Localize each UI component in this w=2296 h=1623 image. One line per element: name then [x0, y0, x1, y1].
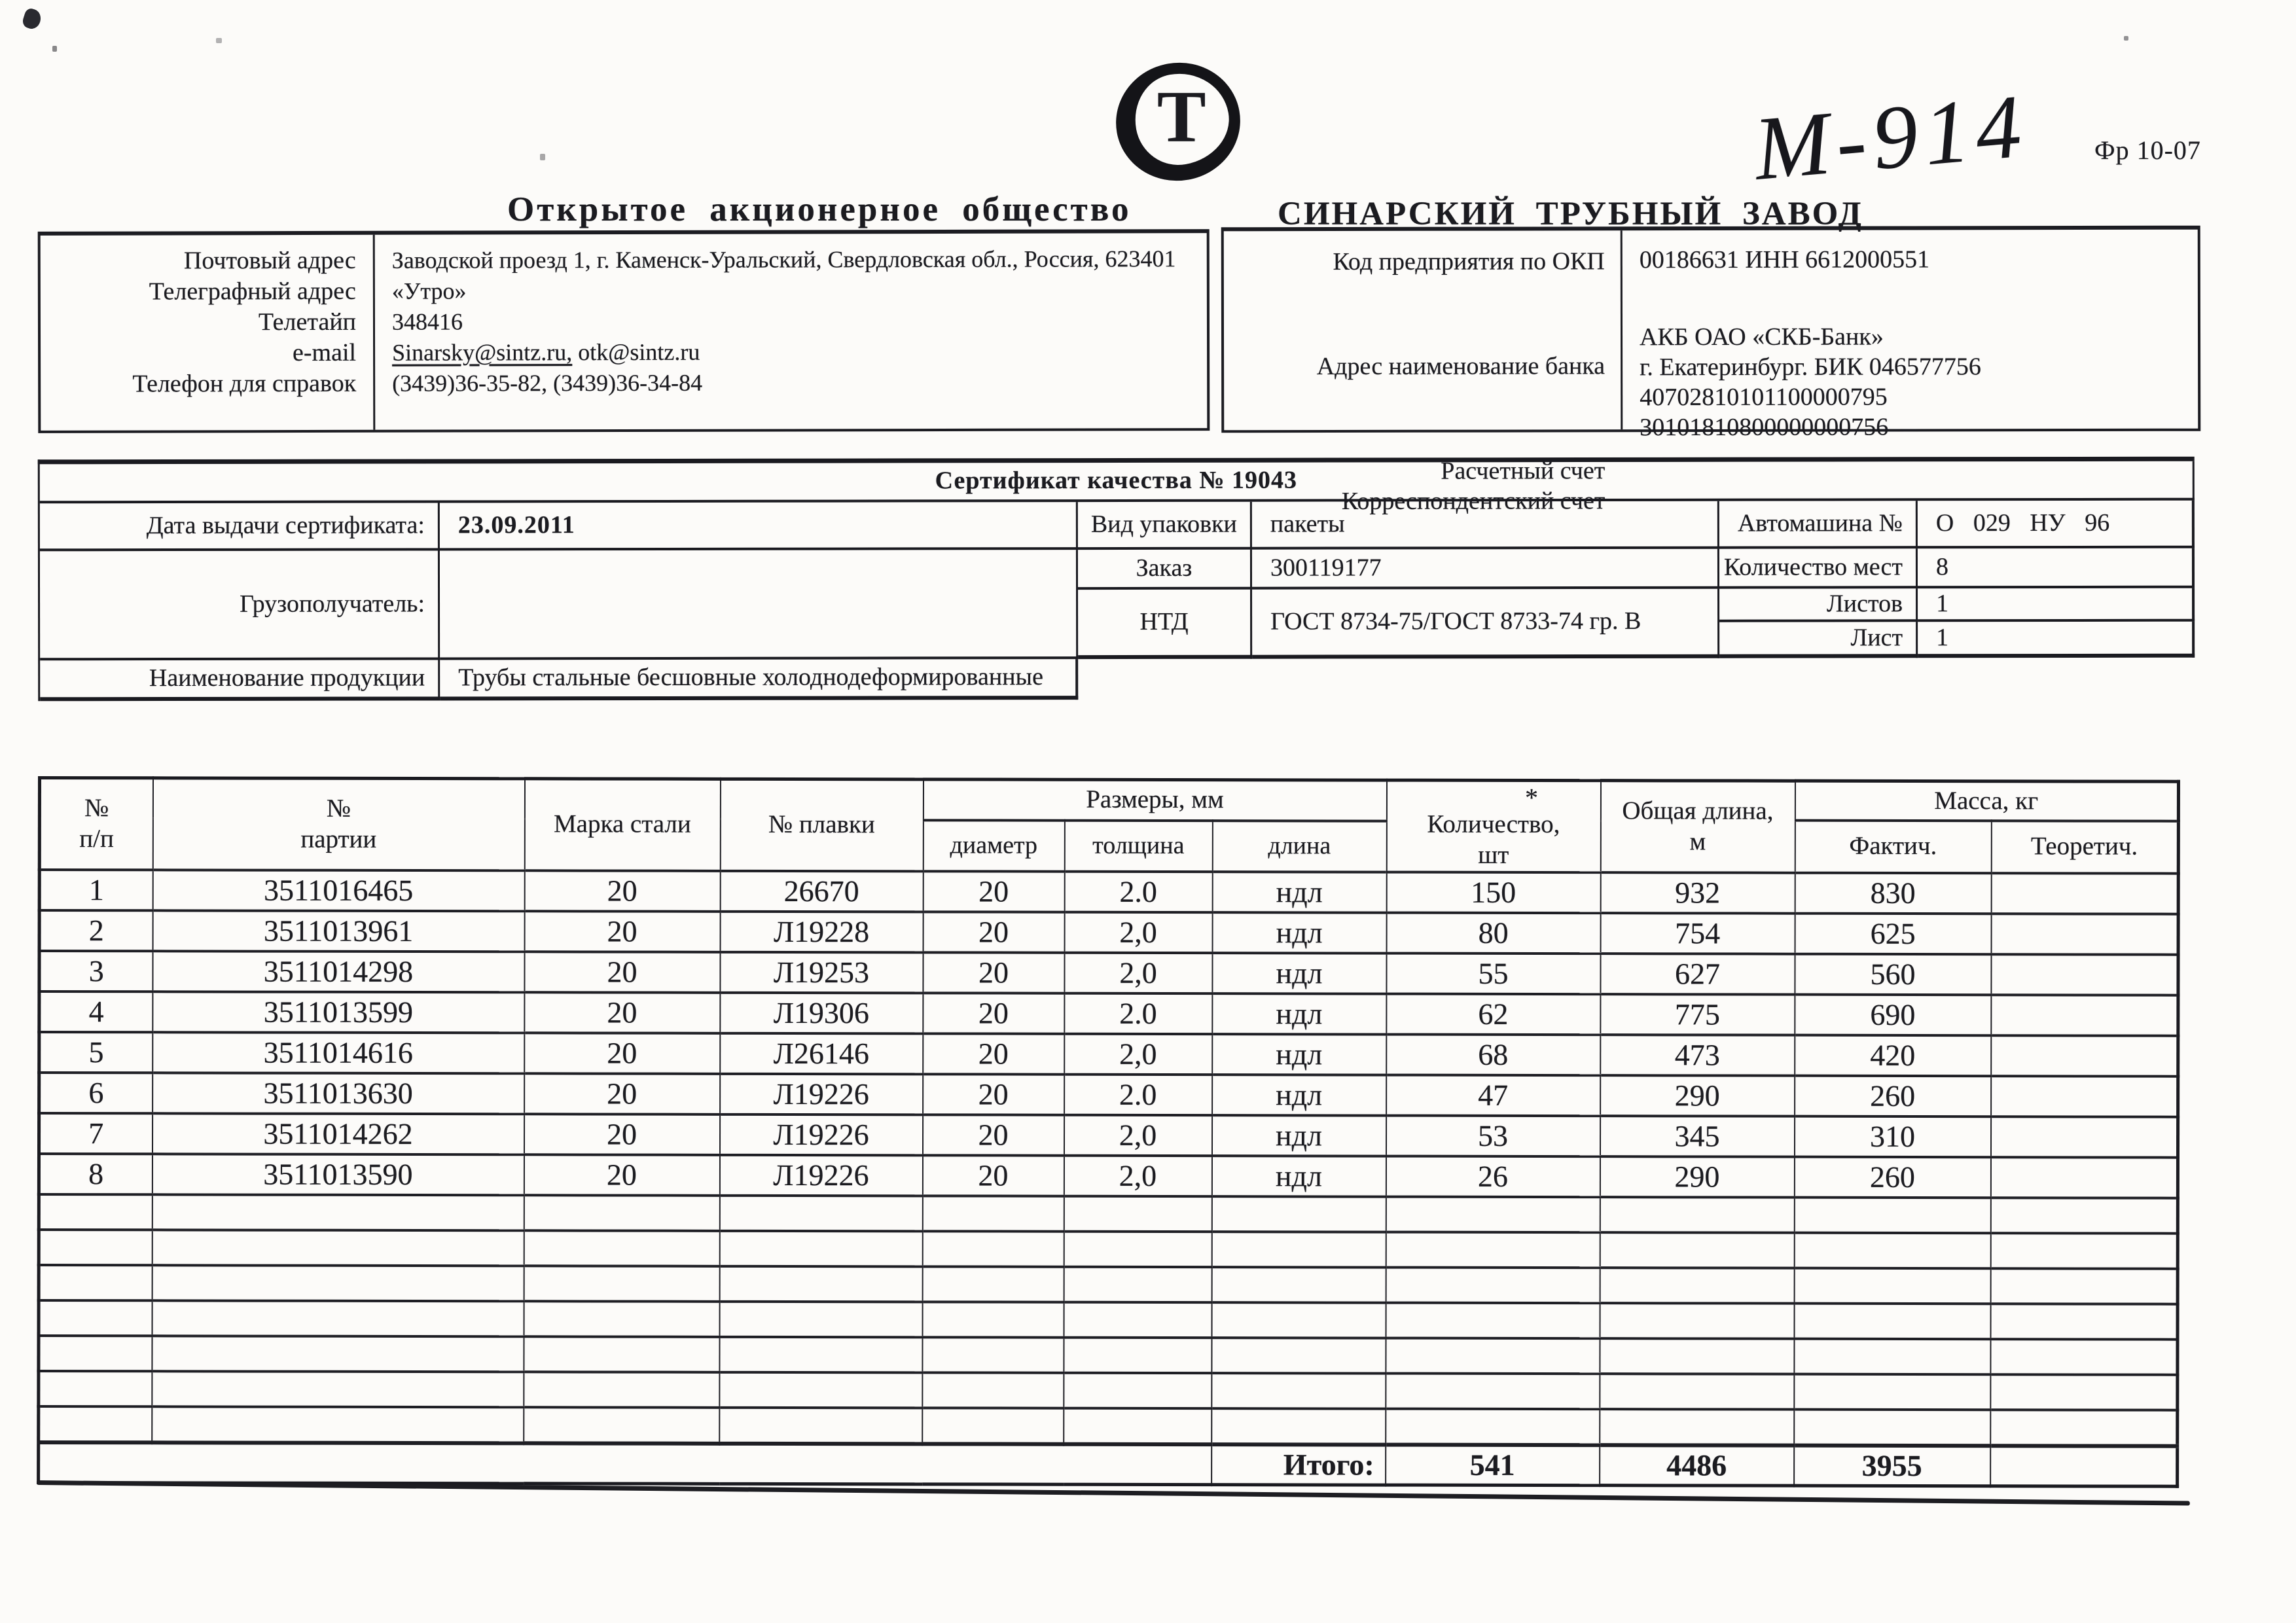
empty-cell [719, 1230, 922, 1266]
thickness-cell: 2.0 [1064, 871, 1212, 912]
empty-cell [1990, 1268, 2178, 1304]
diameter-cell: 20 [923, 1033, 1064, 1074]
empty-cell [152, 1265, 524, 1301]
okp-code-value: 00186631 ИНН 6612000551 [1639, 245, 1930, 274]
col-header-thickness: толщина [1064, 820, 1212, 871]
bank-city-value: г. Екатеринбург. БИК 046577756 [1640, 353, 1981, 382]
mass-actual-cell: 260 [1795, 1075, 1991, 1116]
length-cell: ндл [1211, 1156, 1386, 1196]
length-cell: ндл [1212, 953, 1386, 993]
empty-cell [1990, 1410, 2178, 1446]
mass-theoretical-cell [1991, 873, 2178, 914]
col-header-quantity: * Количество, шт [1386, 780, 1600, 872]
empty-cell [1211, 1232, 1386, 1267]
table-body [39, 870, 2179, 1446]
row-number-cell: 2 [39, 910, 152, 951]
empty-cell [1990, 1339, 2178, 1374]
empty-cell [524, 1407, 719, 1444]
mass-theoretical-cell [1991, 914, 2178, 954]
bank-name-label: Адрес наименование банка [1316, 352, 1605, 381]
empty-cell [719, 1407, 922, 1444]
heat-number-cell: 26670 [720, 870, 923, 912]
col-header-dimensions: Размеры, мм [923, 779, 1386, 821]
order-value: 300119177 [1252, 549, 1719, 590]
steel-grade-cell: 20 [524, 1073, 720, 1115]
total-length-cell: 473 [1600, 1035, 1795, 1076]
thickness-cell: 2,0 [1064, 952, 1212, 993]
total-length-cell: 775 [1600, 994, 1795, 1035]
heat-number-cell: Л19228 [720, 911, 923, 952]
empty-cell [152, 1230, 524, 1266]
thickness-cell: 2,0 [1064, 1033, 1212, 1074]
total-length-cell: 754 [1600, 913, 1795, 954]
product-label: Наименование продукции [40, 660, 440, 701]
quantity-cell: 26 [1386, 1156, 1600, 1197]
heat-number-cell: Л19253 [720, 952, 923, 993]
length-cell: ндл [1212, 1075, 1386, 1115]
empty-table-row [39, 1406, 2178, 1446]
certificate-title: Сертификат качества № 19043 [40, 461, 2195, 504]
mass-actual-cell: 625 [1795, 913, 1991, 954]
steel-grade-cell: 20 [524, 1033, 720, 1074]
total-length-cell: 290 [1600, 1075, 1795, 1116]
vehicle-value: О 029 НУ 96 [1918, 501, 2195, 549]
settlement-account-label: Расчетный счет [1441, 457, 1605, 485]
ntd-label: НТД [1078, 590, 1252, 659]
mass-theoretical-cell [1991, 1035, 2178, 1076]
postal-address-label: Почтовый адрес [183, 246, 356, 275]
empty-table-row [39, 1230, 2178, 1269]
email-primary: Sinarsky@sintz.ru, [392, 339, 573, 366]
email-secondary: otk@sintz.ru [572, 338, 700, 366]
col-header-row-number: № п/п [39, 778, 152, 870]
quantity-cell: 53 [1386, 1115, 1600, 1156]
empty-cell [1990, 1198, 2178, 1233]
empty-cell [922, 1196, 1064, 1231]
batch-number-cell: 3511013590 [152, 1154, 524, 1195]
batch-number-cell: 3511014616 [152, 1032, 524, 1073]
empty-cell [1064, 1408, 1211, 1444]
empty-table-row [39, 1265, 2178, 1304]
correspondent-account-label: Корреспондентский счет [1341, 487, 1605, 515]
telegraph-address-label: Телеграфный адрес [149, 277, 356, 306]
totals-mass-theoretical [1990, 1446, 2178, 1486]
quantity-cell: 68 [1386, 1034, 1600, 1075]
mass-actual-cell: 690 [1795, 994, 1991, 1035]
empty-cell [922, 1408, 1064, 1444]
col-header-mass: Масса, кг [1795, 781, 2178, 821]
scan-speck [52, 46, 57, 52]
empty-cell [922, 1266, 1064, 1302]
empty-cell [922, 1372, 1064, 1408]
empty-cell [39, 1265, 152, 1300]
empty-table-row [39, 1300, 2178, 1340]
empty-cell [1794, 1409, 1990, 1446]
sheets-value: 1 [1918, 588, 2195, 622]
empty-cell [1600, 1268, 1794, 1304]
table-row [39, 1032, 2178, 1077]
table-row [39, 910, 2178, 955]
handwritten-mark: М-914 [1750, 75, 2032, 199]
empty-cell [1386, 1338, 1600, 1374]
empty-cell [1386, 1302, 1600, 1338]
empty-cell [152, 1336, 524, 1372]
empty-cell [1064, 1337, 1211, 1372]
empty-cell [1794, 1268, 1990, 1304]
order-label: Заказ [1078, 550, 1252, 590]
empty-cell [39, 1371, 152, 1406]
col-header-batch: № партии [152, 778, 524, 870]
steel-grade-cell: 20 [524, 911, 720, 952]
sheets-label: Листов [1719, 588, 1918, 622]
total-length-cell: 627 [1600, 954, 1795, 995]
batch-number-cell: 3511013630 [152, 1073, 524, 1114]
empty-cell [152, 1371, 524, 1407]
thickness-cell: 2.0 [1064, 993, 1212, 1033]
empty-cell [1600, 1232, 1794, 1268]
empty-cell [1211, 1408, 1386, 1444]
bank-labels [1224, 230, 1621, 515]
totals-label: Итого: [1211, 1444, 1386, 1485]
empty-cell [1386, 1267, 1600, 1303]
empty-cell [719, 1301, 922, 1337]
row-number-cell: 7 [39, 1113, 152, 1154]
mass-actual-cell: 830 [1795, 872, 1991, 914]
tmk-logo [1107, 53, 1249, 190]
scan-speck [21, 7, 43, 31]
empty-cell [719, 1336, 922, 1372]
col-header-steel-grade: Марка стали [524, 779, 720, 871]
correspondent-account-value: 30101810800000000756 [1640, 413, 1889, 442]
empty-cell [1211, 1338, 1386, 1373]
empty-cell [1064, 1372, 1211, 1408]
empty-cell [524, 1266, 719, 1302]
empty-cell [39, 1230, 152, 1265]
empty-cell [152, 1194, 524, 1230]
empty-cell [922, 1302, 1064, 1337]
contact-block [38, 229, 1210, 433]
phone-value: (3439)36-35-82, (3439)36-34-84 [392, 369, 703, 397]
empty-cell [1600, 1409, 1794, 1446]
heat-number-cell: Л19226 [719, 1154, 922, 1196]
col-header-mass-actual: Фактич. [1795, 821, 1991, 873]
scan-speck [216, 38, 222, 43]
batch-number-cell: 3511013599 [152, 991, 524, 1033]
product-value: Трубы стальные бесшовные холоднодеформированные [440, 659, 1078, 700]
postal-address-value: Заводской проезд 1, г. Каменск-Уральский, Свердловская обл., Россия, 623401 [391, 245, 1176, 274]
logo-letter: Т [1157, 76, 1206, 158]
okp-code-label: Код предприятия по ОКП [1333, 247, 1605, 276]
mass-theoretical-cell [1990, 1157, 2178, 1198]
contact-values [373, 233, 1208, 430]
empty-cell [1794, 1197, 1990, 1233]
form-code: Фр 10-07 [2094, 135, 2201, 165]
col-header-length: длина [1212, 821, 1386, 872]
totals-total-length: 4486 [1600, 1445, 1794, 1486]
totals-blank-cell [39, 1442, 1211, 1485]
mass-actual-cell: 560 [1795, 954, 1991, 995]
mass-actual-cell: 420 [1795, 1035, 1991, 1076]
teletype-label: Телетайп [258, 308, 357, 336]
ntd-value: ГОСТ 8734-75/ГОСТ 8733-74 гр. В [1252, 589, 1719, 659]
empty-cell [1600, 1338, 1794, 1374]
empty-cell [39, 1406, 152, 1442]
empty-cell [1386, 1373, 1600, 1409]
empty-cell [1386, 1196, 1600, 1232]
quantity-cell: 80 [1386, 912, 1600, 954]
row-number-cell: 5 [39, 1032, 152, 1073]
packaging-value: пакеты [1252, 501, 1719, 550]
length-cell: ндл [1212, 993, 1386, 1034]
mass-theoretical-cell [1991, 954, 2178, 995]
empty-cell [1064, 1302, 1211, 1337]
empty-cell [1600, 1374, 1794, 1410]
empty-cell [524, 1372, 719, 1408]
diameter-cell: 20 [923, 912, 1064, 952]
empty-cell [1794, 1232, 1990, 1268]
total-length-cell: 345 [1600, 1116, 1795, 1157]
empty-cell [152, 1406, 524, 1443]
col-header-total-length: Общая длина, м [1600, 781, 1795, 873]
consignee-label: Грузополучатель: [40, 550, 440, 660]
org-type-heading: Открытое акционерное общество [507, 190, 1132, 228]
thickness-cell: 2,0 [1064, 1115, 1211, 1155]
empty-table-row [39, 1194, 2178, 1234]
empty-cell [1794, 1374, 1990, 1410]
bank-block [1221, 226, 2201, 515]
consignee-value [440, 550, 1078, 660]
mass-theoretical-cell [1991, 1076, 2178, 1116]
heat-number-cell: Л19226 [720, 1073, 923, 1115]
empty-cell [39, 1336, 152, 1371]
email-value [392, 336, 1207, 368]
steel-grade-cell: 20 [524, 1114, 719, 1155]
empty-table-row [39, 1371, 2178, 1410]
quantity-cell: 62 [1386, 993, 1600, 1035]
row-number-cell: 6 [39, 1073, 152, 1113]
batch-number-cell: 3511014298 [152, 951, 524, 992]
table-row [39, 870, 2178, 914]
totals-mass-actual: 3955 [1794, 1445, 1990, 1486]
places-value: 8 [1918, 548, 2195, 589]
col-header-heat: № плавки [720, 779, 923, 871]
empty-cell [524, 1336, 719, 1372]
diameter-cell: 20 [922, 1115, 1064, 1155]
steel-grade-cell: 20 [524, 992, 720, 1033]
empty-cell [1211, 1373, 1386, 1408]
row-number-cell: 1 [39, 870, 152, 910]
thickness-cell: 2,0 [1064, 912, 1212, 952]
sheet-label: Лист [1719, 622, 1918, 658]
steel-grade-cell: 20 [524, 870, 720, 912]
batch-number-cell: 3511014262 [152, 1113, 524, 1154]
empty-cell [1990, 1374, 2178, 1410]
total-length-cell: 290 [1600, 1156, 1794, 1198]
row-number-cell: 4 [39, 991, 152, 1032]
mass-theoretical-cell [1991, 1116, 2178, 1157]
empty-cell [1386, 1232, 1600, 1268]
length-cell: ндл [1211, 1115, 1386, 1156]
empty-cell [1794, 1303, 1990, 1339]
empty-cell [719, 1195, 922, 1231]
empty-cell [1990, 1304, 2178, 1339]
bank-values [1621, 230, 2198, 442]
totals-quantity: 541 [1386, 1444, 1600, 1485]
places-label: Количество мест [1719, 548, 1918, 588]
steel-grade-cell: 20 [524, 1154, 719, 1196]
empty-cell [524, 1195, 719, 1231]
col-header-diameter: диаметр [923, 820, 1064, 871]
empty-cell [719, 1266, 922, 1302]
empty-cell [1064, 1266, 1211, 1302]
vehicle-label: Автомашина № [1719, 501, 1918, 548]
email-label: e-mail [292, 338, 357, 367]
table-row [39, 1113, 2178, 1158]
table-header [39, 778, 2178, 874]
empty-cell [1600, 1303, 1794, 1339]
batch-number-cell: 3511013961 [152, 910, 524, 952]
diameter-cell: 20 [923, 871, 1064, 912]
telegraph-address-value: «Утро» [391, 277, 467, 304]
org-name-heading: СИНАРСКИЙ ТРУБНЫЙ ЗАВОД [1278, 196, 1863, 232]
quantity-cell: 150 [1386, 872, 1600, 913]
table-row [39, 951, 2178, 995]
mass-actual-cell: 310 [1795, 1116, 1991, 1157]
bank-name-value: АКБ ОАО «СКБ-Банк» [1639, 323, 1884, 351]
empty-cell [719, 1372, 922, 1408]
batches-table [37, 776, 2180, 1488]
scan-speck [2124, 36, 2128, 41]
empty-cell [1600, 1197, 1794, 1233]
certificate-block [38, 457, 2195, 702]
mass-theoretical-cell [1991, 995, 2178, 1035]
contact-labels [41, 235, 374, 431]
quantity-cell: 47 [1386, 1075, 1600, 1116]
heat-number-cell: Л26146 [720, 1033, 923, 1074]
scan-speck [540, 154, 545, 160]
diameter-cell: 20 [923, 993, 1064, 1033]
teletype-value: 348416 [391, 308, 463, 335]
empty-cell [524, 1230, 719, 1266]
empty-table-row [39, 1336, 2178, 1375]
row-number-cell: 3 [39, 951, 152, 991]
settlement-account-value: 40702810101100000795 [1640, 383, 1888, 412]
empty-cell [922, 1231, 1064, 1266]
diameter-cell: 20 [922, 1155, 1064, 1196]
empty-cell [524, 1301, 719, 1337]
table-row [39, 1154, 2178, 1198]
total-length-cell: 932 [1600, 872, 1795, 914]
empty-cell [1794, 1338, 1990, 1374]
empty-cell [1211, 1302, 1386, 1338]
empty-cell [1211, 1267, 1386, 1302]
row-number-cell: 8 [39, 1154, 152, 1194]
empty-cell [1064, 1196, 1211, 1231]
empty-cell [1990, 1233, 2178, 1268]
issue-date-value: 23.09.2011 [440, 502, 1078, 550]
empty-cell [922, 1337, 1064, 1372]
table-footer [39, 1442, 2178, 1486]
quantity-footnote-mark: * [1524, 782, 1539, 813]
empty-cell [1064, 1231, 1211, 1266]
packaging-label: Вид упаковки [1078, 502, 1252, 550]
issue-date-label: Дата выдачи сертификата: [40, 503, 440, 551]
table-row [39, 991, 2178, 1036]
empty-cell [152, 1300, 524, 1336]
steel-grade-cell: 20 [524, 952, 720, 993]
phone-label: Телефон для справок [132, 369, 357, 398]
totals-row [39, 1442, 2178, 1486]
thickness-cell: 2,0 [1064, 1155, 1211, 1196]
col-header-mass-theoretical: Теоретич. [1991, 821, 2178, 873]
length-cell: ндл [1212, 1034, 1386, 1075]
thickness-cell: 2.0 [1064, 1074, 1212, 1115]
table-row [39, 1073, 2178, 1117]
empty-cell [1211, 1196, 1386, 1232]
heat-number-cell: Л19226 [719, 1114, 922, 1155]
length-cell: ндл [1212, 872, 1386, 912]
heat-number-cell: Л19306 [720, 992, 923, 1033]
empty-cell [39, 1194, 152, 1230]
sheet-value: 1 [1918, 622, 2195, 658]
mass-actual-cell: 260 [1794, 1156, 1990, 1198]
diameter-cell: 20 [923, 1074, 1064, 1115]
diameter-cell: 20 [923, 952, 1064, 993]
empty-cell [39, 1300, 152, 1336]
quantity-cell: 55 [1386, 953, 1600, 994]
length-cell: ндл [1212, 912, 1386, 953]
batch-number-cell: 3511016465 [152, 870, 524, 911]
empty-cell [1386, 1408, 1600, 1445]
